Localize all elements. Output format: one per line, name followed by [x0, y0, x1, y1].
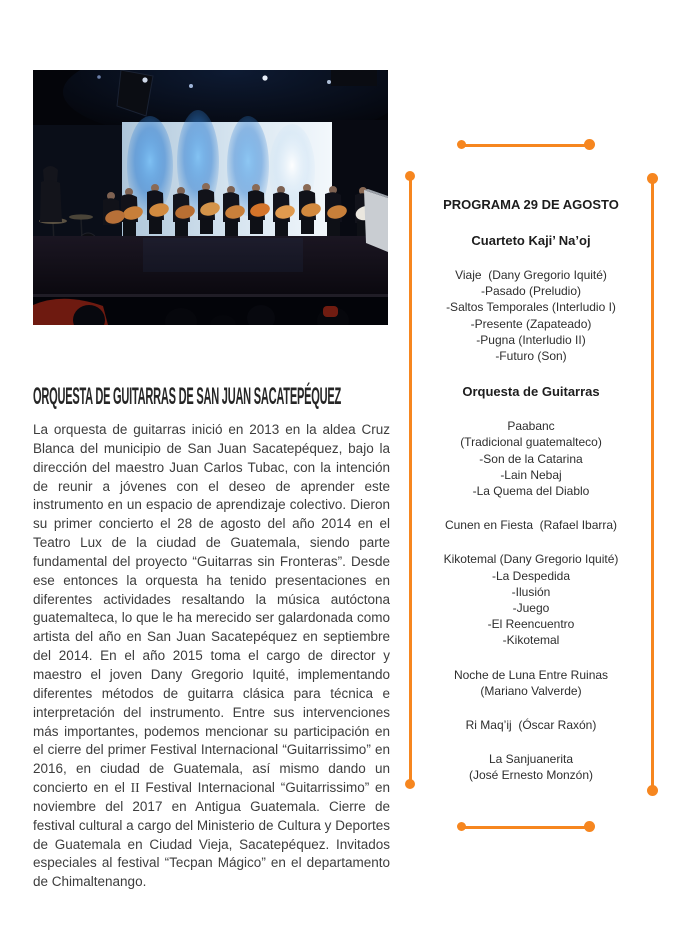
program-section-heading-orquesta: Orquesta de Guitarras — [462, 384, 600, 400]
orange-divider-top — [462, 144, 590, 147]
program-line: -Pasado (Preludio) — [480, 284, 582, 299]
stage-light — [189, 84, 193, 88]
program-line: La Sanjuanerita — [488, 752, 574, 767]
orange-dot-top-left — [457, 140, 466, 149]
program-line: Ri Maq’ij (Óscar Raxón) — [465, 718, 597, 733]
article-title — [33, 383, 393, 411]
orange-dot-top-right — [584, 139, 595, 150]
program-line: Viaje (Dany Gregorio Iquité) — [455, 268, 607, 282]
program-line: -Futuro (Son) — [495, 349, 567, 364]
audience-silhouettes — [33, 297, 388, 325]
stage-light — [262, 75, 267, 80]
orange-divider-bottom — [462, 826, 590, 829]
red-clothing-audience — [323, 306, 338, 317]
program-line: -Lain Nebaj — [500, 467, 562, 482]
program-group — [407, 418, 655, 499]
program-group — [407, 667, 655, 699]
program-line: -Saltos Temporales (Interludio I) — [446, 300, 616, 315]
stage-light — [142, 77, 147, 82]
orange-dot-right-top — [647, 173, 658, 184]
stage-light — [327, 80, 331, 84]
program-title: PROGRAMA 29 DE AGOSTO — [443, 197, 619, 212]
right-podium — [364, 189, 388, 252]
program-line: (Tradicional guatemalteco) — [460, 435, 602, 450]
program-line: -Presente (Zapateado) — [470, 316, 592, 331]
floor-reflection — [143, 238, 303, 272]
article-body-part2: Festival Internacional “Guitarrissimo” en noviembre del 2017 en Antigua Guatemala. Cierre de festival cultural a cargo del Ministerio de Cultura y Deportes de Guatemala en Ciudad Vieja, Sacatepéquez. Invitados especiales al festival “Tecpan Mágico” en el departamento de Chimaltenango. — [33, 780, 390, 890]
orange-dot-bottom-right — [584, 821, 595, 832]
program-line: Paabanc — [507, 419, 555, 434]
program-section-heading-cuarteto: Cuarteto Kaji’ Na’oj — [471, 233, 591, 248]
orange-dot-right-bottom — [647, 785, 658, 796]
program-column — [407, 197, 655, 784]
program-line: -Pugna (Interludio II) — [476, 332, 586, 347]
program-line: -La Despedida — [491, 568, 571, 583]
program-line: -El Reencuentro — [487, 617, 575, 632]
program-line: -Juego — [512, 601, 550, 616]
program-group — [407, 751, 655, 783]
program-line: Noche de Luna Entre Ruinas — [453, 667, 609, 682]
program-line: -Son de la Catarina — [479, 451, 583, 466]
stage-photo-graphic — [33, 70, 388, 325]
program-line: Cunen en Fiesta (Rafael Ibarra) — [444, 518, 618, 533]
program-group — [407, 717, 655, 733]
article-body — [33, 421, 390, 892]
article-title-text: ORQUESTA DE GUITARRAS DE SAN JUAN SACATEPÉQUEZ — [33, 383, 341, 410]
stage-photo — [33, 70, 388, 325]
program-line: -Kikotemal — [502, 633, 560, 648]
stage-light — [97, 75, 101, 79]
orange-dot-left-top — [405, 171, 415, 181]
program-line: -La Quema del Diablo — [472, 484, 590, 499]
article-body-part1: La orquesta de guitarras inició en 2013 en la aldea Cruz Blanca del municipio de San Juan Sacatepéquez, bajo la dirección del maestro Juan Carlos Tubac, con la intención de reunir a jóvenes con el deseo de aprender este instrumento en un espacio de aprendizaje colectivo. Dieron su primer concierto el 28 de agosto del año 2014 en el Teatro Lux de la ciudad de Guatemala, siendo parte fundamental del proyecto “Guitarras sin Fronteras”. Desde ese entonces la orquesta ha tenido presentaciones en diferentes actividades resaltando la música autóctona guatemalteca, lo que le ha merecido ser galardonada como artista del año en San Juan Sacatepéquez en septiembre del 2014. En el año 2015 toma el cargo de director y maestro el joven Dany Gregorio Iquité, implementando diferentes métodos de guitarra clásica para técnica e interpretación del instrumento. Entre sus intervenciones más importantes, podemos mencionar su participación en el cierre del primer Festival Internacional “Guitarrissimo” en 2016, en ciudad de Guatemala, así mismo dando un concierto en el — [33, 422, 390, 796]
program-line: (Mariano Valverde) — [480, 683, 582, 698]
orange-dot-bottom-left — [457, 822, 466, 831]
article-body-roman-numeral: II — [130, 780, 140, 796]
program-line: (José Ernesto Monzón) — [468, 768, 594, 783]
program-line: -Ilusión — [511, 584, 551, 599]
program-group — [407, 267, 655, 364]
stage-floor — [33, 236, 388, 298]
program-line: Kikotemal (Dany Gregorio Iquité) — [443, 552, 619, 567]
program-group — [407, 517, 655, 533]
cymbal — [69, 214, 93, 219]
program-group — [407, 551, 655, 648]
